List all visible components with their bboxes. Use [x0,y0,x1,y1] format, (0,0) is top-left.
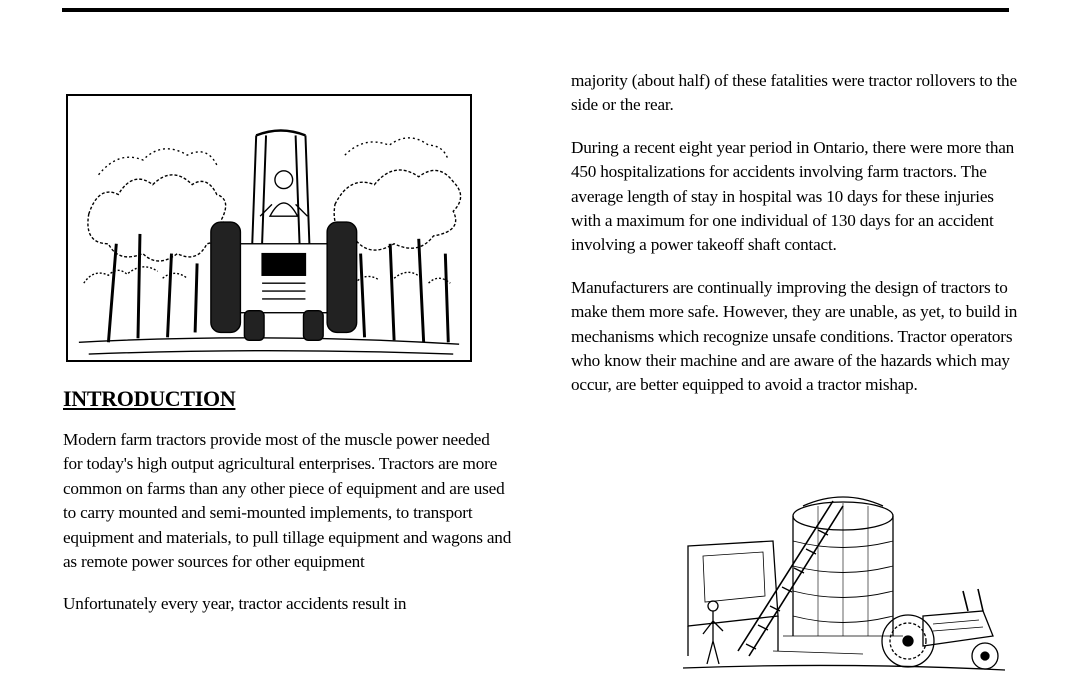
introduction-heading: INTRODUCTION [63,386,236,411]
tractor [211,130,357,340]
right-column [571,69,1021,398]
right-paragraph-3: Manufacturers are continually improving the design of tractors to make them more safe. However, they are unable, as yet, to build in mechanisms which recognize unsafe conditions. Tractor operators who know their machine and are aware of the hazards which may occur, are better equipped to avoid a tractor mishap. [571,277,1018,395]
farmer [703,601,723,664]
intro-paragraph-2: Unfortunately every year, tractor accidents result in [63,594,407,614]
intro-paragraph-1: Modern farm tractors provide most of the muscle power needed for today's high output agricultural enterprises. Tractors are more common on farms than any other piece of equipment and are used to carry mounted and semi-mounted implements, to transport equipment and materials, to pull tillage equipment and wagons and as remote power sources for other equipment [63,430,512,572]
right-paragraph-1: majority (about half) of these fatalities were tractor rollovers to the side or the rear. [571,71,1017,115]
tractor-silo-figure [683,486,1005,675]
left-column [63,94,513,617]
left-orchard-trees [84,149,226,342]
right-paragraph-2: During a recent eight year period in Ontario, there were more than 450 hospitalizations for accidents involving farm tractors. The average length of stay in hospital was 10 days for these injuries with a maximum for one individual of 130 days for an accident involving a power takeoff shaft contact. [571,137,1015,255]
silo [793,497,893,636]
tractor-silo-unloader-icon [683,486,1005,675]
wagon [688,541,778,656]
elevator [738,501,843,656]
top-rule [62,8,1009,12]
tractor-orchard-figure [66,94,472,362]
tractor-in-orchard-icon [68,96,470,360]
tractor-side [882,589,998,669]
